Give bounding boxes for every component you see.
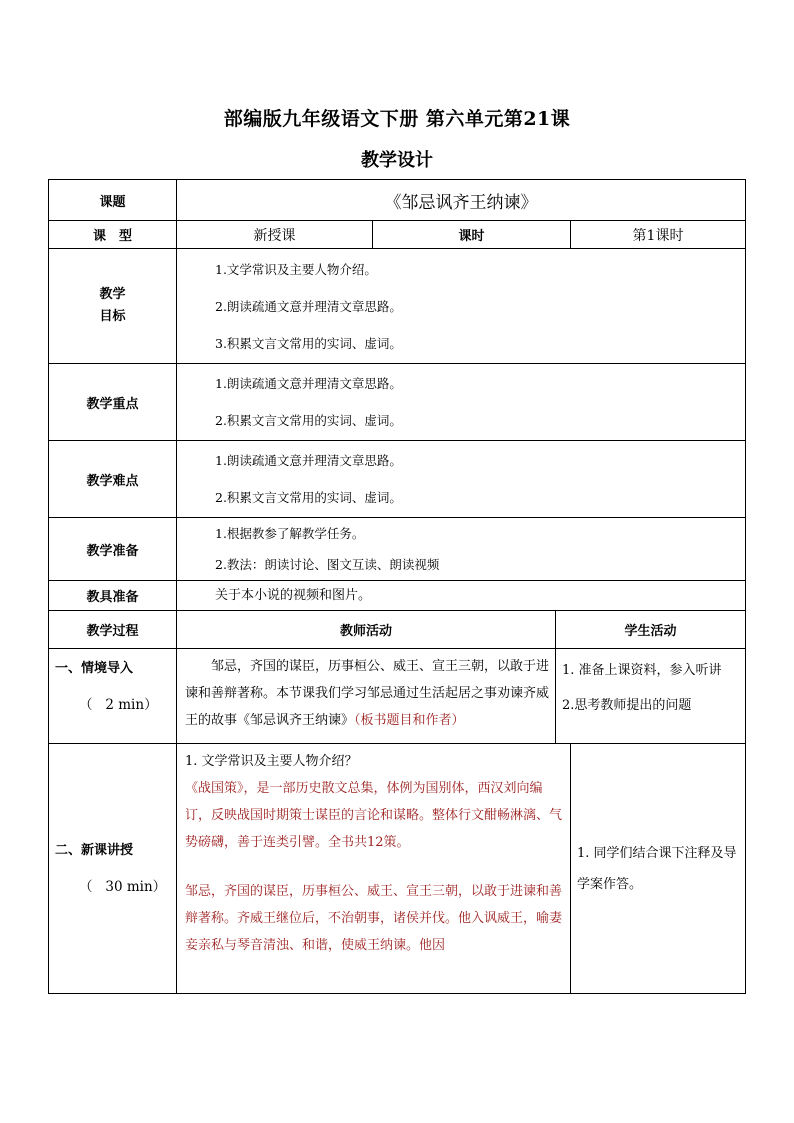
preparation-list [177, 518, 746, 581]
section2-teacher-question: 1. 文学常识及主要人物介绍？ [185, 754, 358, 769]
difficult-points-list [177, 441, 746, 518]
process-label: 教学过程 [49, 611, 177, 649]
type-value: 新授课 [177, 221, 373, 249]
type-label: 课 型 [49, 221, 177, 249]
section1-duration: （ 2 min） [79, 697, 158, 713]
goals-row [49, 249, 746, 364]
section1-title: 一、情境导入 [55, 661, 134, 676]
period-value: 第1课时 [571, 221, 746, 249]
process-header-row [49, 611, 746, 649]
preparation-item: 1.根据教参了解教学任务。 [215, 526, 365, 541]
section1-student-activity [556, 649, 746, 744]
section1-student-item: 1. 准备上课资料，参入听讲 [562, 663, 722, 678]
topic-value: 《邹忌讽齐王纳谏》 [177, 180, 746, 221]
section1-student-item: 2.思考教师提出的问题 [562, 698, 692, 713]
goals-item: 1.文学常识及主要人物介绍。 [215, 261, 377, 277]
tools-value: 关于本小说的视频和图片。 [177, 581, 746, 611]
section1-row [49, 649, 746, 744]
topic-row [49, 180, 746, 221]
document-title: 部编版九年级语文下册 第六单元第21课 [223, 108, 571, 130]
goals-label-line1: 教学 [99, 287, 126, 302]
section2-student-activity: 1. 同学们结合课下注释及导学案作答。 [571, 744, 746, 994]
key-point-item: 2.积累文言文常用的实词、虚词。 [215, 413, 402, 428]
key-point-item: 1.朗读疏通文意并理清文章思路。 [215, 376, 402, 391]
goals-item: 2.朗读疏通文意并理清文章思路。 [215, 298, 402, 314]
section1-heading [49, 649, 177, 744]
key-points-row [49, 364, 746, 441]
section2-duration: （ 30 min） [79, 878, 167, 895]
difficult-point-item: 1.朗读疏通文意并理清文章思路。 [215, 453, 402, 468]
tools-label: 教具准备 [49, 581, 177, 611]
preparation-item: 2.教法：朗读讨论、图文互读、朗读视频 [215, 557, 440, 572]
tools-row [49, 581, 746, 611]
section1-teacher-note: （板书题目和作者） [354, 713, 465, 728]
lesson-plan-table [48, 179, 746, 994]
section1-teacher-text: 邹忌，齐国的谋臣，历事桓公、威王、宣王三朝，以敢于进谏和善辩著称。本节课我们学习邹忌通过生活起居之事劝谏齐威王的故事《邹忌讽齐王纳谏》 [185, 659, 550, 728]
section2-heading [49, 744, 177, 994]
goals-label [49, 249, 177, 364]
topic-label: 课题 [49, 180, 177, 221]
section2-teacher-paragraph2: 邹忌，齐国的谋臣，历事桓公、威王、宣王三朝，以敢于进谏和善辩著称。齐威王继位后，不治朝事，诸侯并伐。他入讽威王，喻妻妾亲私与琴音清浊、和谐，使威王纳谏。他因 [185, 884, 563, 953]
teacher-activity-header: 教师活动 [177, 611, 556, 649]
document-subtitle: 教学设计 [361, 150, 433, 171]
section2-title: 二、新课讲授 [55, 842, 134, 858]
preparation-row [49, 518, 746, 581]
difficult-points-row [49, 441, 746, 518]
goals-label-line2: 目标 [99, 309, 126, 324]
period-label: 课时 [373, 221, 571, 249]
section1-teacher-paragraph [185, 653, 549, 734]
key-points-label: 教学重点 [49, 364, 177, 441]
key-points-list [177, 364, 746, 441]
type-row [49, 221, 746, 249]
section1-teacher-activity [177, 649, 556, 744]
section2-row [49, 744, 746, 994]
section2-teacher-paragraph1: 《战国策》，是一部历史散文总集，体例为国别体，西汉刘向编订，反映战国时期策士谋臣的言论和谋略。整体行文酣畅淋漓、气势磅礴，善于连类引譬。全书共12策。 [185, 781, 563, 850]
difficult-point-item: 2.积累文言文常用的实词、虚词。 [215, 490, 402, 505]
goals-item: 3.积累文言文常用的实词、虚词。 [215, 335, 402, 351]
preparation-label: 教学准备 [49, 518, 177, 581]
goals-list [177, 249, 746, 364]
student-activity-header: 学生活动 [556, 611, 746, 649]
paragraph-spacer [185, 856, 564, 878]
section2-teacher-activity [177, 744, 571, 994]
difficult-points-label: 教学难点 [49, 441, 177, 518]
